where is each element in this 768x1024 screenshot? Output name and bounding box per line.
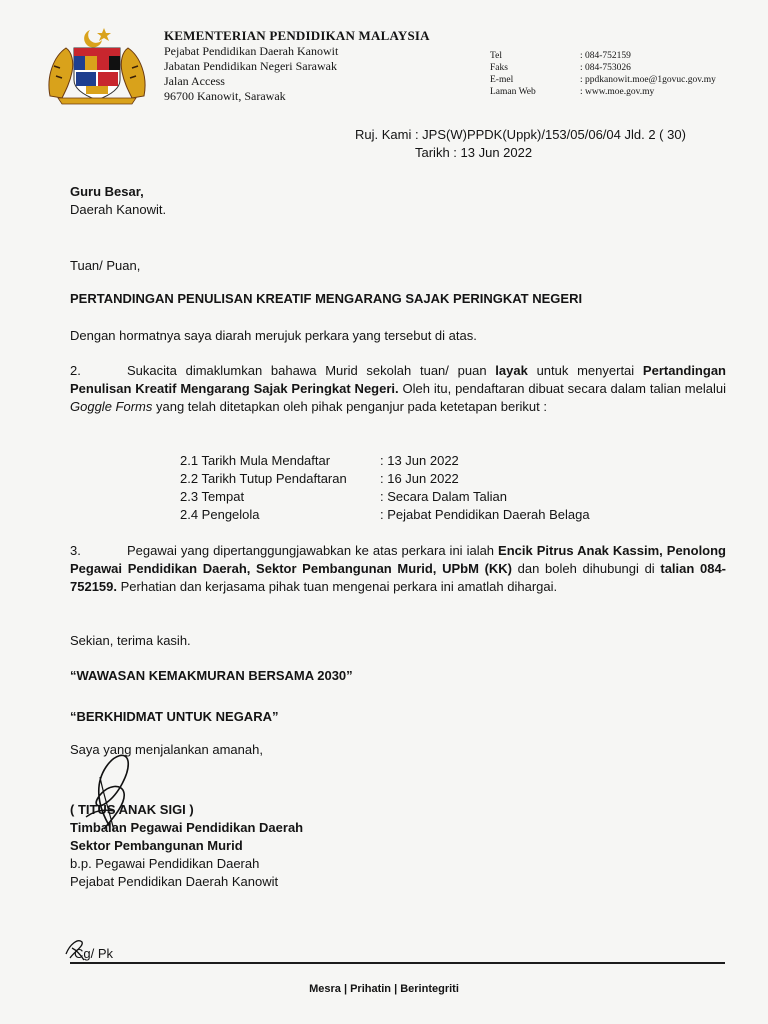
address-line: 96700 Kanowit, Sarawak	[164, 89, 286, 103]
registration-details	[180, 452, 590, 524]
slogan-berkhidmat: “BERKHIDMAT UNTUK NEGARA”	[70, 709, 279, 724]
intro-paragraph: Dengan hormatnya saya diarah merujuk perkara yang tersebut di atas.	[70, 328, 477, 343]
footer-motto: Mesra | Prihatin | Berintegriti	[309, 983, 459, 995]
contact-email: E-mel : ppdkanowit.moe@1govuc.gov.my	[490, 75, 716, 85]
contact-fax: Faks : 084-753026	[490, 63, 631, 73]
trust-line: Saya yang menjalankan amanah,	[70, 742, 263, 757]
signatory-office: Pejabat Pendidikan Daerah Kanowit	[70, 874, 279, 889]
detail-row: 2.2 Tarikh Tutup Pendaftaran : 16 Jun 2022	[180, 471, 459, 486]
signatory-name: ( TITUS ANAK SIGI )	[70, 802, 194, 817]
reference-block	[355, 126, 686, 162]
address-line: Pejabat Pendidikan Daerah Kanowit	[164, 44, 339, 58]
detail-row: 2.3 Tempat : Secara Dalam Talian	[180, 489, 507, 504]
letter-date: Tarikh : 13 Jun 2022	[415, 145, 533, 160]
paragraph-3: 3. Pegawai yang dipertanggungjawabkan ke atas perkara ini ialah Encik Pitrus Anak Kassim, Penolong Pegawai Pendidikan Daerah, Sektor Pembangunan Murid, UPbM (KK) dan boleh dihubungi di talian 084-752159. Perhatian dan kerjasama pihak tuan mengenai perkara ini amatlah dihargai.	[70, 543, 726, 594]
address-line: Jalan Access	[164, 74, 225, 88]
detail-row: 2.4 Pengelola : Pejabat Pendidikan Daerah Belaga	[180, 507, 590, 522]
signatory-title: Timbalan Pegawai Pendidikan Daerah	[70, 820, 304, 835]
signatory-on-behalf: b.p. Pegawai Pendidikan Daerah	[70, 856, 260, 871]
contact-block	[490, 50, 716, 98]
signatory-sector: Sektor Pembangunan Murid	[70, 838, 243, 853]
ministry-name: KEMENTERIAN PENDIDIKAN MALAYSIA	[164, 28, 430, 43]
recipient-place: Daerah Kanowit.	[70, 202, 167, 217]
letterhead-organisation	[164, 28, 430, 104]
contact-website: Laman Web : www.moe.gov.my	[490, 87, 655, 97]
contact-tel: Tel : 084-752159	[490, 51, 631, 61]
paragraph-2: 2. Sukacita dimaklumkan bahawa Murid sekolah tuan/ puan layak untuk menyertai Pertandingan Penulisan Kreatif Mengarang Sajak Peringkat Negeri. Oleh itu, pendaftaran dibuat secara dalam talian melalui Goggle Forms yang telah ditetapkan oleh pihak penganjur pada ketetapan berikut :	[70, 363, 726, 414]
footer-divider	[70, 962, 725, 964]
recipient-title: Guru Besar,	[70, 184, 144, 199]
slogan-wawasan: “WAWASAN KEMAKMURAN BERSAMA 2030”	[70, 668, 353, 683]
detail-row: 2.1 Tarikh Mula Mendaftar : 13 Jun 2022	[180, 453, 459, 468]
subject-heading: PERTANDINGAN PENULISAN KREATIF MENGARANG SAJAK PERINGKAT NEGERI	[70, 291, 583, 306]
copy-reference: Cg/ Pk	[74, 946, 114, 961]
closing: Sekian, terima kasih.	[70, 633, 191, 648]
reference-number: Ruj. Kami : JPS(W)PPDK(Uppk)/153/05/06/04 Jld. 2 ( 30)	[355, 127, 686, 142]
address-line: Jabatan Pendidikan Negeri Sarawak	[164, 59, 337, 73]
salutation: Tuan/ Puan,	[70, 258, 141, 273]
coat-of-arms-icon	[44, 26, 150, 106]
